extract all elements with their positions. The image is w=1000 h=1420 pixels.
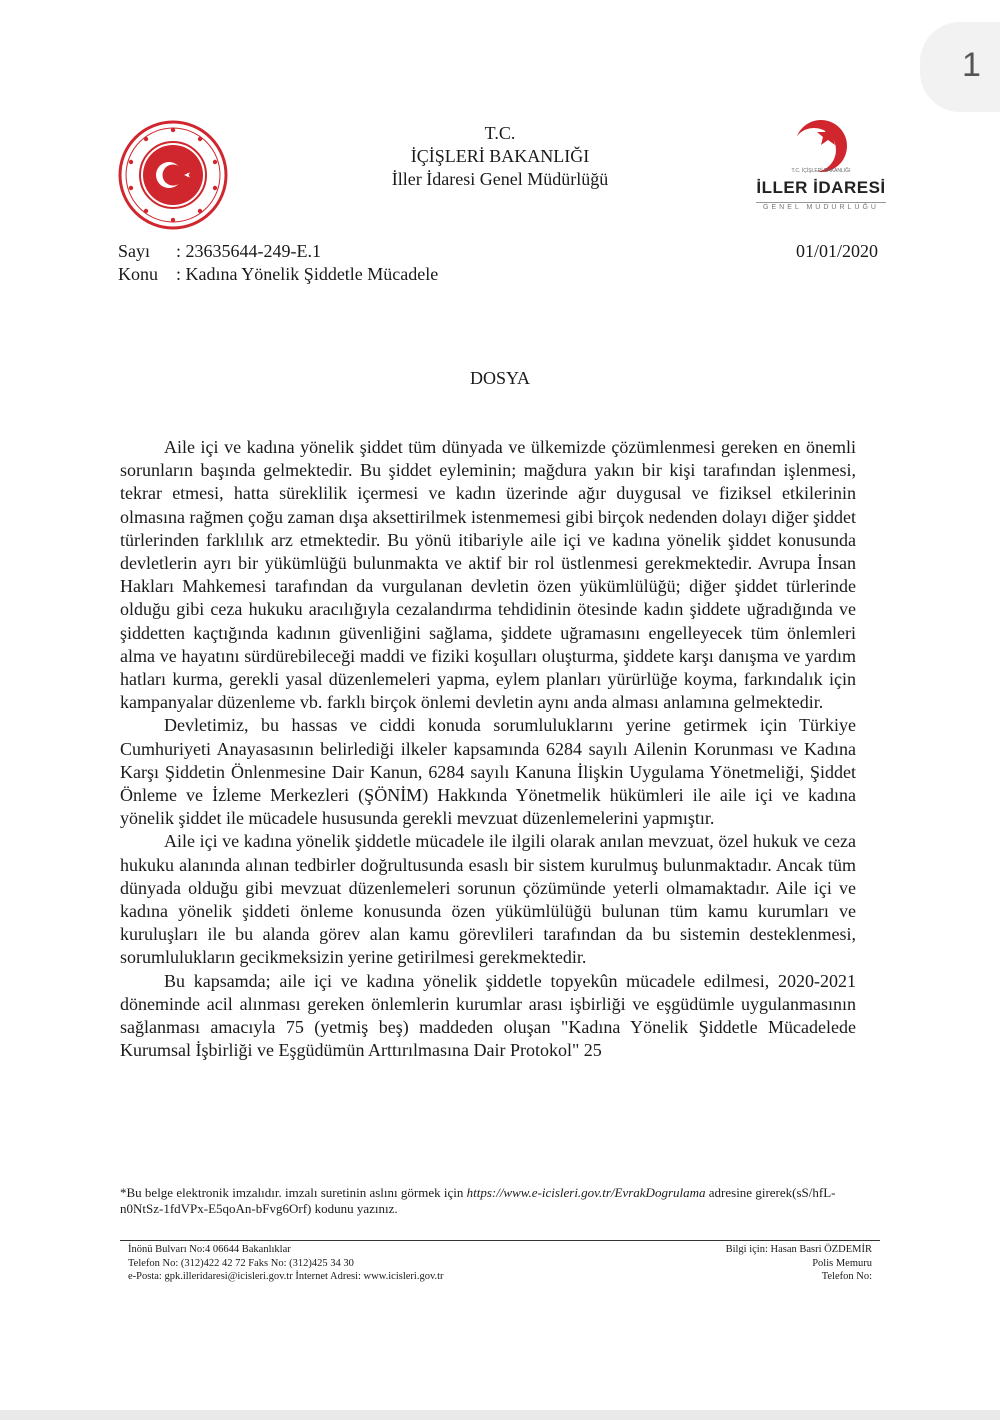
phone-fax-line: Telefon No: (312)422 42 72 Faks No: (312)425 34 30	[128, 1257, 354, 1269]
verification-link[interactable]: https://www.e-icisleri.gov.tr/EvrakDogrulama	[466, 1185, 706, 1200]
sayi-row	[118, 240, 878, 263]
sayi-label: Sayı	[118, 241, 151, 261]
paragraph: Bu kapsamda; aile içi ve kadına yönelik şiddetle topyekûn mücadele edilmesi, 2020-2021 döneminde acil alınması gereken önlemlerin kurumlar arası işbirliği ve eşgüdümle uygulanmasının sağlanması amacıyla 75 (yetmiş beş) maddeden oluşan "Kadına Yönelik Şiddetle Mücadelede Kurumsal İşbirliği ve Eşgüdümün Arttırılmasına Dair Protokol" 25	[120, 970, 856, 1061]
sayi-value: : 23635644-249-E.1	[176, 241, 321, 261]
header-line-3: İller İdaresi Genel Müdürlüğü	[391, 169, 609, 189]
contact-phone: Telefon No:	[821, 1271, 872, 1282]
logo-title: İLLER İDARESİ	[756, 178, 886, 197]
page-number-badge	[920, 22, 1000, 112]
paragraph: Aile içi ve kadına yönelik şiddet tüm dünyada ve ülkemizde çözümlenmesi gereken en önemli sorunların başında gelmektedir. Bu şiddet eyleminin; mağdura yakın bir kişi tarafından işlenmesi, tekrar etmesi, hatta süreklilik içermesi ve kadın üzerinde ağır duygusal ve fiziksel etkilerinin olmasına rağmen çoğu zaman dışa aksettirilmek istenmemesi gibi birçok nedenden dolayı diğer şiddet türlerinden farklılık arz etmektedir. Bu yönü itibariyle aile içi ve kadına yönelik şiddet konusunda devletlerin ayrı bir yükümlüğü bulunmakta ve aktif bir rol üstlenmesi gerekmektedir. Avrupa İnsan Hakları Mahkemesi tarafından da vurgulanan devletin özen yükümlülüğü; diğer şiddet türlerinde olduğu gibi ceza hukuku aracılığıyla cezalandırma tehdidinin ötesinde kadın şiddete uğradığında ve şiddetten kaçtığında kadının güvenliğini sağlama, şiddete uğramasını engelleyecek tüm önlemleri alma ve hayatını sürdürebileceği maddi ve fiziki koşulları oluşturma, şiddete karşı danışma ve yardım hatları kurma, gerekli yasal düzenlemeleri yapma, eylem planları yürürlüğe koyma, farkındalık için kampanyalar düzenleme vb. farklı birçok önlemi devletin aynı anda alması anlamına gelmektedir.	[120, 437, 856, 713]
konu-label: Konu	[118, 264, 158, 284]
paragraph: Devletimiz, bu hassas ve ciddi konuda sorumluluklarını yerine getirmek için Türkiye Cumhuriyeti Anayasasının belirlediği ilkeler kapsamında 6284 sayılı Ailenin Korunması ve Kadına Karşı Şiddetin Önlenmesine Dair Kanun, 6284 sayılı Kanuna İlişkin Uygulama Yönetmeliği, Şiddet Önleme ve İzleme Merkezleri (ŞÖNİM) Hakkında Yönetmelik hükümleri ile aile içi ve kadına yönelik şiddet ile mücadele hususunda gerekli mevzuat düzenlemelerini yapmıştır.	[120, 715, 856, 829]
logo-top-text: T.C. İÇİŞLERİ BAKANLIĞI	[791, 168, 851, 174]
page-bottom-edge	[0, 1410, 1000, 1420]
document-meta	[118, 240, 878, 286]
header-line-2: İÇİŞLERİ BAKANLIĞI	[410, 146, 590, 166]
email-web-line: e-Posta: gpk.illeridaresi@icisleri.gov.tr İnternet Adresi: www.icisleri.gov.tr	[128, 1271, 444, 1282]
footer-divider	[120, 1240, 880, 1241]
logo-subtitle: GENEL MÜDÜRLÜĞÜ	[756, 202, 886, 211]
footnote-text-2: adresine girerek(sS/hfL-n0NtSz-1fdVPx-E5qoAn-bFvg6Orf) kodunu yazınız.	[120, 1185, 836, 1216]
contact-title: Polis Memuru	[812, 1257, 872, 1269]
address-block	[128, 1243, 548, 1284]
document-title: DOSYA	[469, 368, 530, 388]
konu-value: : Kadına Yönelik Şiddetle Mücadele	[176, 264, 439, 284]
address-line: İnönü Bulvarı No:4 06644 Bakanlıklar	[128, 1244, 291, 1255]
document-date: 01/01/2020	[795, 241, 878, 261]
footnote-text-1: *Bu belge elektronik imzalıdır. imzalı suretinin aslını görmek için	[120, 1185, 467, 1200]
contact-name: Bilgi için: Hasan Basri ÖZDEMİR	[725, 1244, 872, 1255]
e-signature-note	[120, 1185, 865, 1217]
paragraph: Aile içi ve kadına yönelik şiddetle mücadele ile ilgili olarak anılan mevzuat, özel hukuk ve ceza hukuku alanında alınan tedbirler doğrultusunda esaslı bir sistem kurulmuş bulunmaktadır. Ancak tüm dünyada olduğu gibi mevzuat düzenlemeleri sorunun çözümünde yeterli olmamaktadır. Aile içi ve kadına yönelik şiddeti önleme konusunda özen yükümlülüğü bulunan tüm kamu kurumları ve kuruluşları ile bu alanda görev alan kamu görevlileri tarafından da bu sistemin desteklenmesi, sorumlulukların gecikmeksizin yerine getirilmesi gerekmektedir.	[120, 831, 856, 968]
document-header	[300, 122, 700, 191]
konu-row	[118, 263, 878, 286]
header-line-1: T.C.	[484, 123, 516, 143]
contact-person-block	[572, 1243, 872, 1284]
ministry-seal-icon	[118, 120, 228, 230]
document-body	[120, 436, 856, 1062]
page-number: 1	[962, 46, 981, 84]
iller-idaresi-logo	[756, 118, 886, 218]
star-crescent-logo-icon	[756, 118, 886, 173]
